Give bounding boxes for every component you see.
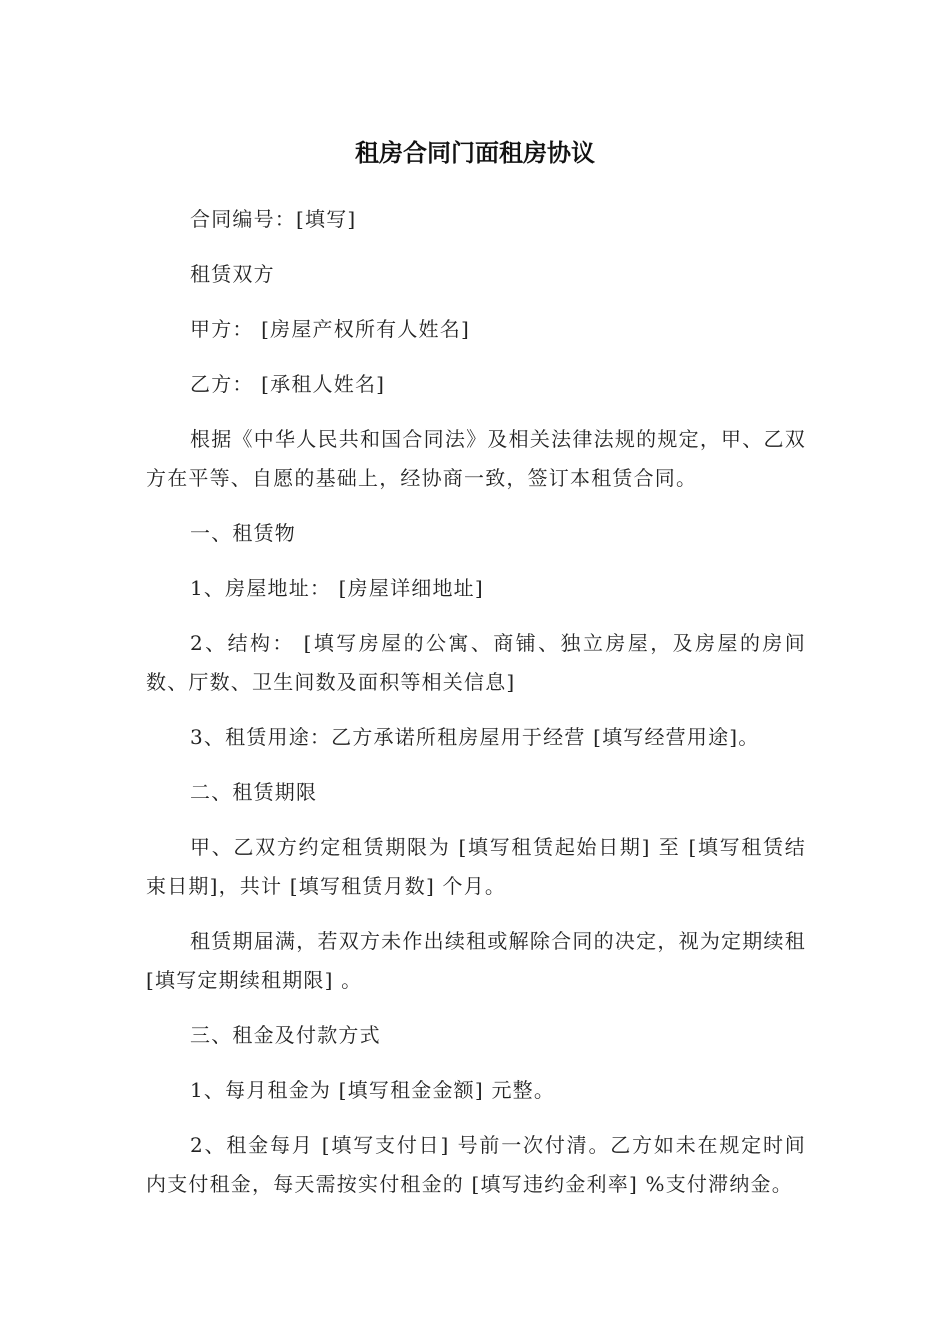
clause-address: 1、房屋地址： [房屋详细地址] [190, 576, 484, 600]
section-heading-leased-property: 一、租赁物 [190, 521, 296, 545]
clause-lease-period: 甲、乙双方约定租赁期限为 [填写租赁起始日期] 至 [填写租赁结束日期]，共计 [填写租赁月数] 个月。 [146, 835, 806, 898]
clause-monthly-rent: 1、每月租金为 [填写租金金额] 元整。 [190, 1078, 556, 1102]
section-heading-rent-payment: 三、租金及付款方式 [190, 1023, 381, 1047]
clause-structure: 2、结构： [填写房屋的公寓、商铺、独立房屋，及房屋的房间数、厅数、卫生间数及面积等相关信息] [146, 631, 806, 694]
party-b: 乙方： [承租人姓名] [190, 372, 386, 396]
document-body [146, 200, 806, 1220]
parties-heading: 租赁双方 [190, 262, 275, 286]
party-a: 甲方： [房屋产权所有人姓名] [190, 317, 470, 341]
clause-renewal: 租赁期届满，若双方未作出续租或解除合同的决定，视为定期续租 [填写定期续租期限] 。 [146, 929, 806, 992]
preamble-paragraph: 根据《中华人民共和国合同法》及相关法律法规的规定，甲、乙双方在平等、自愿的基础上，经协商一致，签订本租赁合同。 [146, 427, 806, 490]
clause-payment-date: 2、租金每月 [填写支付日] 号前一次付清。乙方如未在规定时间内支付租金，每天需按实付租金的 [填写违约金利率] %支付滞纳金。 [146, 1133, 806, 1196]
clause-usage: 3、租赁用途：乙方承诺所租房屋用于经营 [填写经营用途]。 [190, 725, 760, 749]
section-heading-lease-term: 二、租赁期限 [190, 780, 318, 804]
contract-number: 合同编号：[填写] [190, 207, 357, 231]
document-title: 租房合同门面租房协议 [355, 139, 595, 167]
